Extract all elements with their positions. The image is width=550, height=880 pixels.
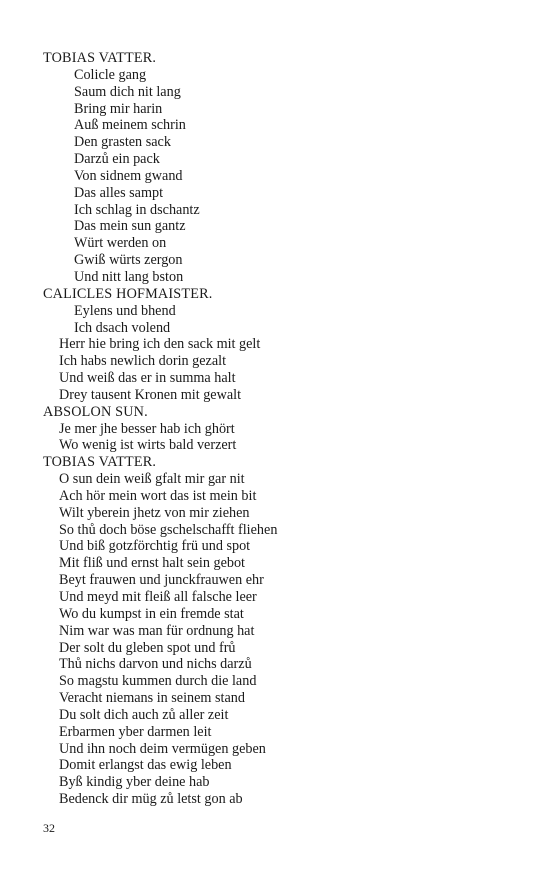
verse-text xyxy=(43,50,277,808)
verse-line: Darzů ein pack xyxy=(74,151,160,168)
speaker-heading: CALICLES HOFMAISTER. xyxy=(43,285,213,302)
verse-line: Beyt frauwen und junckfrauwen ehr xyxy=(59,572,264,589)
verse-line: So thů doch böse gschelschafft fliehen xyxy=(59,521,278,538)
verse-line: Herr hie bring ich den sack mit gelt xyxy=(59,336,261,353)
verse-line: Ich schlag in dschantz xyxy=(74,201,200,218)
verse-line: Ich dsach volend xyxy=(74,319,171,336)
speaker-heading: ABSOLON SUN. xyxy=(43,403,148,420)
verse-line: Wo du kumpst in ein fremde stat xyxy=(59,605,244,622)
verse-line: Bring mir harin xyxy=(74,100,163,117)
verse-line: Du solt dich auch zů aller zeit xyxy=(59,706,229,723)
verse-line: Das mein sun gantz xyxy=(74,218,186,235)
verse-line: Ach hör mein wort das ist mein bit xyxy=(59,487,257,504)
verse-line: Und nitt lang bston xyxy=(74,268,184,285)
verse-line: Würt werden on xyxy=(74,235,167,252)
verse-line: Wo wenig ist wirts bald verzert xyxy=(59,437,237,454)
verse-line: Wilt yberein jhetz von mir ziehen xyxy=(59,504,250,521)
verse-line: Und weiß das er in summa halt xyxy=(59,370,236,387)
verse-line: Colicle gang xyxy=(74,66,147,83)
verse-line: Eylens und bhend xyxy=(74,302,176,319)
verse-line: Von sidnem gwand xyxy=(74,167,183,184)
verse-line: Nim war was man für ordnung hat xyxy=(59,622,255,639)
verse-line: Domit erlangst das ewig leben xyxy=(59,757,232,774)
verse-line: Thů nichs darvon und nichs darzů xyxy=(59,656,252,673)
verse-line: Und meyd mit fleiß all falsche leer xyxy=(59,589,257,605)
verse-line: Und biß gotzförchtig frü und spot xyxy=(59,538,251,555)
verse-line: Ich habs newlich dorin gezalt xyxy=(59,353,227,370)
verse-line: Bedenck dir müg zů letst gon ab xyxy=(59,791,243,808)
verse-line: Drey tausent Kronen mit gewalt xyxy=(59,386,242,403)
verse-line: Saum dich nit lang xyxy=(74,83,181,100)
verse-line: So magstu kummen durch die land xyxy=(59,673,257,690)
verse-line: Und ihn noch deim vermügen geben xyxy=(59,740,266,757)
verse-line: Der solt du gleben spot und frů xyxy=(59,639,236,656)
verse-line: Je mer jhe besser hab ich ghört xyxy=(59,420,235,437)
verse-line: O sun dein weiß gfalt mir gar nit xyxy=(59,471,245,488)
page-number: 32 xyxy=(43,821,55,835)
verse-line: Veracht niemans in seinem stand xyxy=(59,690,245,707)
verse-line: Byß kindig yber deine hab xyxy=(59,774,210,791)
speaker-heading: TOBIAS VATTER. xyxy=(43,50,157,66)
verse-line: Erbarmen yber darmen leit xyxy=(59,723,212,740)
verse-line: Auß meinem schrin xyxy=(74,117,186,134)
verse-line: Das alles sampt xyxy=(74,184,164,201)
verse-line: Den grasten sack xyxy=(74,134,171,151)
verse-line: Mit fliß und ernst halt sein gebot xyxy=(59,555,245,572)
speaker-heading: TOBIAS VATTER. xyxy=(43,454,157,471)
verse-line: Gwiß würts zergon xyxy=(74,252,183,269)
